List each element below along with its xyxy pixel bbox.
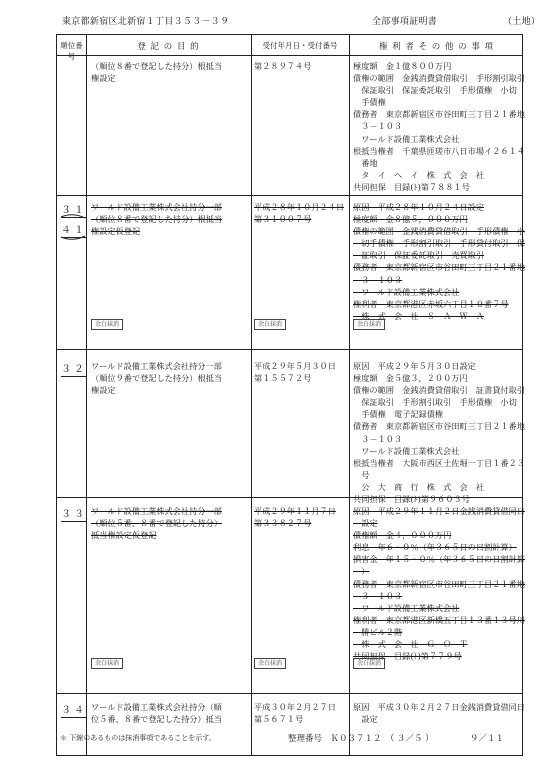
column-header-receipt: 受付年月日・受付番号	[262, 41, 338, 50]
row34-details: 原因 平成３０年２月２７日金銭消費貸借同日 設定	[353, 702, 525, 725]
header-divider	[57, 55, 522, 56]
margin-erasure-stamp: 余白抹消	[254, 658, 286, 669]
document-title: 全部事項証明書	[372, 17, 438, 27]
prev-row-receipt: 第２８９７４号	[254, 61, 312, 71]
column-header-details: 権 利 者 そ の 他 の 事 項	[378, 42, 495, 52]
row34-receipt: 平成３０年２月２７日 第５６７１号	[254, 702, 336, 725]
column-header-purpose: 登 記 の 目 的	[137, 42, 200, 52]
rank-number-33: ３３	[61, 505, 87, 522]
row33-details: 原因 平成２９年１１月２日金銭消費貸借同日 設定 債権額 金４，０００万円 利息 年６・０％（年３６５日の日割計算） 損害金 年１５・０％（年３６５日の日割計算 ） 債務者 東京都新宿区市谷田町三丁目２１番地 ３－１０３ ワールド設備工業株式会社 権利者 東京都港区新橋五丁目１３番１３号川 勝ビル２階 株 式 会 社 Ｇ Ｏ Ｔ 共同担保 目録(ﾄ)第７７９号	[353, 506, 525, 662]
footer-note: ＊ 下線のあるものは抹消事項であることを示す。	[60, 734, 216, 742]
strike-curve-icon	[60, 213, 86, 243]
property-type: （土地）	[503, 17, 541, 27]
prev-row-purpose: （順位８番で登記した持分）根抵当 権設定	[91, 61, 223, 84]
column-divider	[86, 35, 87, 755]
property-address: 東京都新宿区北新宿１丁目３５３－３９	[62, 17, 230, 27]
row31-details: 原因 平成２８年１０月２４日設定 極度額 金８億５，０００万円 債権の範囲 金銭消費貸借取引 手形債権 小 切手債権 手形割引取引 手形貸付取引 保 証取引 保証委託取引 売買取引 債務者 東京都新宿区市谷田町三丁目２１番地 ３－１０３ ワールド設備工業株式会社 権利者 東京都港区赤坂六丁目１０番７号 株 式 会 社 Ｓ Ａ Ｗ Ａ	[353, 202, 525, 321]
row31-receipt: 平成２８年１０月２４日 第３１００７号	[254, 202, 345, 225]
row-divider	[57, 693, 522, 694]
row31-purpose: ワールド設備工業株式会社持分一部 （順位８番で登記した持分）根抵当 権設定仮登記	[91, 202, 223, 237]
prev-row-details: 極度額 金１億８００万円 債権の範囲 金銭消費貸借取引 手形割引取引 保証取引 保証委託取引 手形債権 小切 手債権 債務者 東京都新宿区市谷田町三丁目２１番地 ３－１０３ ワールド設備工業株式会社 根抵当権者 千葉県匝瑳市八日市場イ２６１４ 番地 タ イ ヘ イ 株 式 会 社 共同担保 目録(ﾄ)第７８８１号	[353, 61, 525, 192]
row32-purpose: ワールド設備工業株式会社持分一部 （順位９番で登記した持分）根抵当 権設定	[91, 361, 223, 396]
row34-purpose: ワールド設備工業株式会社持分（順 位５番、８番で登記した持分）抵当	[91, 702, 223, 725]
margin-erasure-stamp: 余白抹消	[353, 319, 385, 330]
row-divider	[57, 497, 522, 498]
row32-receipt: 平成２９年５月３０日 第１５５７２号	[254, 361, 336, 384]
margin-erasure-stamp: 余白抹消	[91, 658, 123, 669]
column-header-rank: 順位番号	[60, 41, 83, 61]
registry-table	[56, 34, 523, 756]
row-divider	[57, 195, 522, 196]
reference-number: 整理番号 Ｋ０３７１２ （ ３／５ ）	[288, 734, 434, 744]
rank-number-32: ３２	[61, 360, 87, 377]
row32-details: 原因 平成２９年５月３０日設定 極度額 金５億３，２００万円 債権の範囲 金銭消費貸借取引 証書貸付取引 保証取引 手形割引取引 手形債権 小切 手債権 電子記録債権 債務者 東京都新宿区市谷田町三丁目２１番地 ３－１０３ ワールド設備工業株式会社 根抵当権者 大阪市西区土佐堀一丁目１番２３ 号 公 大 商 行 株 式 会 社 共同担保 目録(ﾄ)第９６０３号	[353, 361, 525, 505]
column-divider	[349, 35, 350, 755]
margin-erasure-stamp: 余白抹消	[353, 658, 385, 669]
rank-number-41: ４１	[61, 221, 87, 238]
row33-purpose: ワールド設備工業株式会社持分一部 （順位５番、８番で登記した持分） 抵当権設定仮登記	[91, 506, 223, 541]
rank-number-34: ３４	[61, 701, 87, 718]
rank-number-31: ３１	[61, 201, 87, 218]
margin-erasure-stamp: 余白抹消	[91, 319, 123, 330]
column-divider	[251, 35, 252, 755]
page-number: ９／１１	[470, 734, 505, 744]
row-divider	[57, 349, 522, 350]
row33-receipt: 平成２９年１１月７日 第３３８２７号	[254, 506, 336, 529]
margin-erasure-stamp: 余白抹消	[254, 319, 286, 330]
